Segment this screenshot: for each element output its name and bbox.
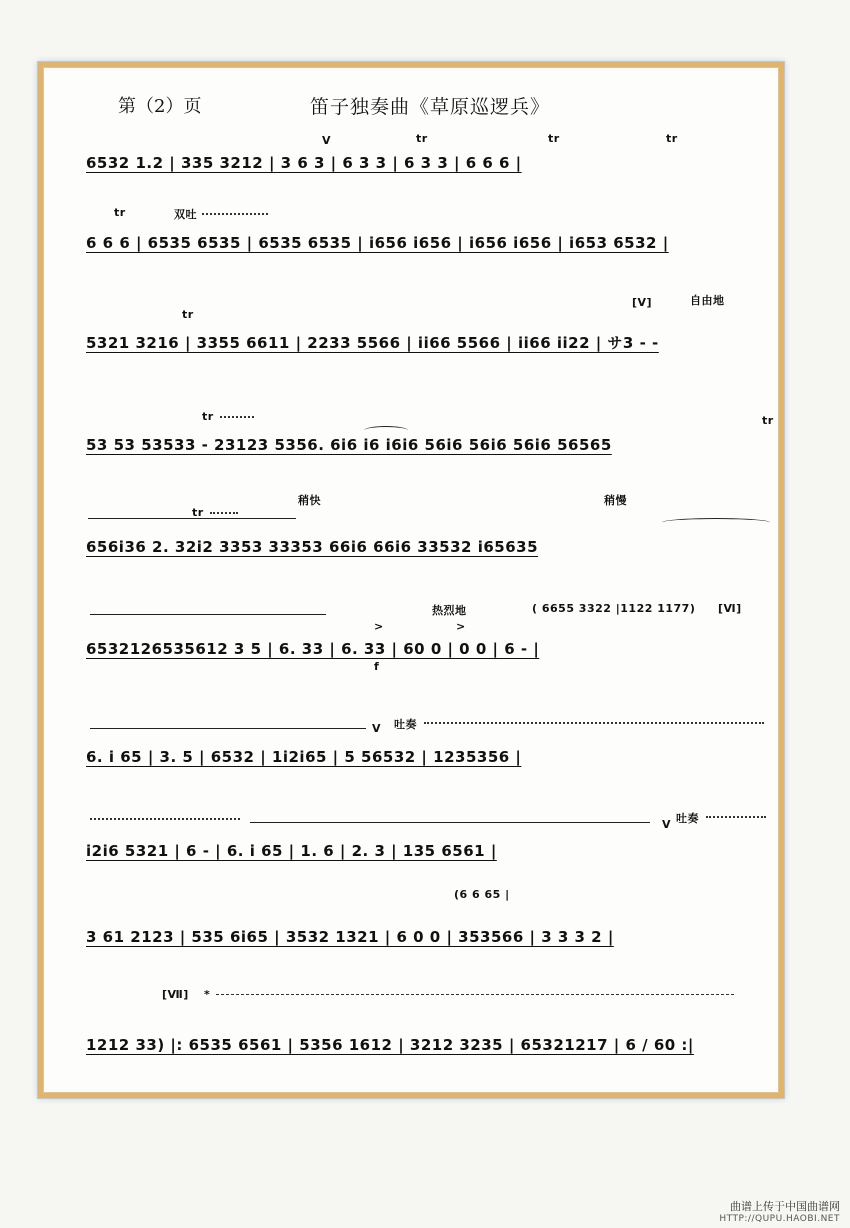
dotted-extension — [706, 816, 766, 818]
section-marker-v: [Ⅴ] — [632, 296, 653, 309]
score-line-4 — [86, 410, 786, 460]
trill-mark: tr — [416, 132, 428, 145]
trill-mark: tr — [762, 414, 774, 427]
page-title: 笛子独奏曲《草原巡逻兵》 — [310, 96, 551, 118]
dotted-extension — [424, 722, 764, 724]
page-header — [0, 92, 850, 122]
watermark-url: HTTP://QUPU.HAOBI.NET — [719, 1214, 840, 1224]
score-line-text: 6. i 65 | 3. 5 | 6532 | 1i2i65 | 5 56532 | 1235356 | — [86, 748, 522, 766]
accent-mark: > — [374, 620, 384, 633]
accent-mark: > — [456, 620, 466, 633]
score-line-text: 53 53 53533 - 23123 5356. 6i6 i6 i6i6 56i6 56i6 56i6 56565 — [86, 436, 612, 454]
breath-mark: V — [372, 722, 382, 735]
trill-mark: tr — [114, 206, 126, 219]
site-watermark — [719, 1198, 840, 1224]
double-tongue-mark: 双吐 — [174, 208, 197, 221]
dotted-extension — [210, 512, 238, 514]
score-line-5 — [86, 494, 786, 562]
extension-line — [90, 614, 326, 615]
section-marker-vii: [Ⅶ] — [162, 988, 189, 1001]
score-line-1 — [86, 132, 786, 178]
dashed-extension — [216, 994, 734, 995]
score-line-6 — [86, 602, 786, 673]
score-line-text: i2i6 5321 | 6 - | 6. i 65 | 1. 6 | 2. 3 | 135 6561 | — [86, 842, 497, 860]
slur — [364, 426, 408, 435]
score-line-text: 6 6 6 | 6535 6535 | 6535 6535 | i656 i656 | i656 i656 | i653 6532 | — [86, 234, 669, 252]
score-line-7 — [86, 718, 786, 772]
score-line-2 — [86, 206, 786, 258]
score-line-3 — [86, 294, 786, 356]
tempo-passionate: 热烈地 — [432, 604, 467, 617]
trill-mark: tr — [202, 410, 214, 423]
score-line-text: 6532126535612 3 5 | 6. 33 | 6. 33 | 60 0 | 0 0 | 6 - | — [86, 640, 540, 658]
dotted-extension — [90, 818, 240, 820]
score-line-text: 5321 3216 | 3355 6611 | 2233 5566 | ii66 5566 | ii66 ii22 | サ3 - - — [86, 334, 659, 352]
score-line-text: 656i36 2. 32i2 3353 33353 66i6 66i6 33532 i65635 — [86, 538, 539, 556]
score-line-9 — [86, 888, 786, 952]
watermark-text: 曲谱上传于中国曲谱网 — [730, 1200, 840, 1213]
score-line-8 — [86, 812, 786, 866]
breath-mark: V — [322, 134, 332, 147]
section-marker-vi: [Ⅵ] — [718, 602, 742, 615]
tu-zou-mark: 吐奏 — [676, 812, 699, 825]
dotted-extension — [202, 213, 268, 215]
star-mark: * — [204, 988, 211, 1001]
score-line-10 — [86, 988, 786, 1060]
tempo-slightly-slow: 稍慢 — [604, 494, 627, 507]
score-line-text: 3 61 2123 | 535 6i65 | 3532 1321 | 6 0 0 | 353566 | 3 3 3 2 | — [86, 928, 614, 946]
slur — [662, 518, 770, 527]
score-line-text: 1212 33) |: 6535 6561 | 5356 1612 | 3212 3235 | 65321217 | 6 / 60 :| — [86, 1036, 694, 1054]
extension-line — [90, 728, 366, 729]
ossia-passage: ( 6655 3322 |1122 1177) — [532, 602, 696, 615]
score-line-text: 6532 1.2 | 335 3212 | 3 6 3 | 6 3 3 | 6 3 3 | 6 6 6 | — [86, 154, 522, 172]
tempo-free: 自由地 — [690, 294, 725, 307]
tu-zou-mark: 吐奏 — [394, 718, 417, 731]
ossia-passage: (6 6 65 | — [454, 888, 510, 901]
tempo-slightly-fast: 稍快 — [298, 494, 321, 507]
trill-mark: tr — [666, 132, 678, 145]
page-number: 第（2）页 — [118, 96, 202, 117]
extension-line — [250, 822, 650, 823]
trill-mark: tr — [548, 132, 560, 145]
forte-mark: f — [374, 660, 380, 673]
dotted-extension — [220, 416, 254, 418]
trill-mark: tr — [192, 506, 204, 519]
trill-mark: tr — [182, 308, 194, 321]
breath-mark: V — [662, 818, 672, 831]
